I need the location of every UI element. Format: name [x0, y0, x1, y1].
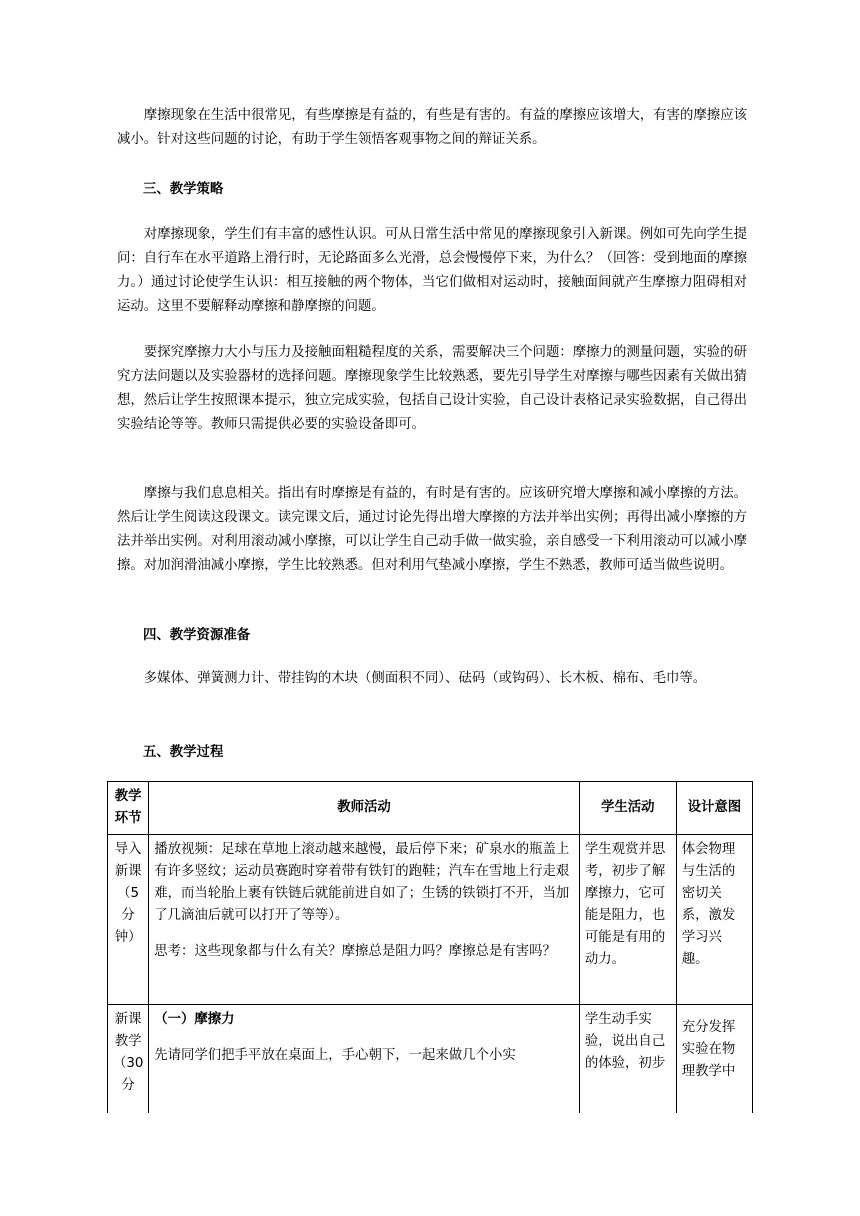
teacher-activity-cell — [149, 835, 580, 1005]
paragraph-resources: 多媒体、弹簧测力计、带挂钩的木块（侧面积不同）、砝码（或钩码）、长木板、棉布、毛巾等。 — [143, 671, 707, 686]
section-subheading: （一）摩擦力 — [154, 1012, 235, 1027]
design-intent-text: 充分发挥实验在物理教学中 — [681, 1020, 736, 1079]
student-activity-cell: 学生观赏并思考，初步了解摩擦力，它可能是阻力，也可能是有用的动力。 — [579, 835, 676, 1005]
teacher-activity-text: 先请同学们把手平放在桌面上，手心朝下，一起来做几个小实 — [154, 1048, 516, 1063]
header-stage: 教学环节 — [108, 782, 149, 835]
teacher-question-text: 思考：这些现象都与什么有关？摩擦总是阻力吗？摩擦总是有害吗？ — [154, 944, 556, 959]
paragraph-friction-intro: 摩擦现象在生活中很常见，有些摩擦是有益的，有些是有害的。有益的摩擦应该增大，有害的摩擦应该减小。针对这些问题的讨论，有助于学生领悟客观事物之间的辩证关系。 — [117, 108, 747, 147]
design-intent-cell: 体会物理与生活的密切关系，激发学习兴趣。 — [676, 835, 752, 1005]
stage-text: 新课教学（30分 — [113, 1012, 144, 1093]
heading-teaching-resources: 四、教学资源准备 — [143, 628, 251, 643]
student-activity-text: 学生动手实验，说出自己的体验，初步 — [584, 1012, 666, 1071]
paragraph-strategy-2: 要探究摩擦力大小与压力及接触面粗糙程度的关系，需要解决三个问题：摩擦力的测量问题，实验的研究方法问题以及实验器材的选择问题。摩擦现象学生比较熟悉，要先引导学生对摩擦与哪些因素有关做出猜想，然后让学生按照课本提示，独立完成实验，包括自己设计实验，自己设计表格记录实验数据，自己得出实验结论等等。教师只需提供必要的实验设备即可。 — [117, 345, 747, 432]
table-row — [108, 1005, 753, 1114]
paragraph-strategy-1: 对摩擦现象，学生们有丰富的感性认识。可从日常生活中常见的摩擦现象引入新课。例如可先向学生提问：自行车在水平道路上滑行时，无论路面多么光滑，总会慢慢停下来，为什么？（回答：受到地面的摩擦力。）通过讨论使学生认识：相互接触的两个物体，当它们做相对运动时，接触面间就产生摩擦力阻碍相对运动。这里不要解释动摩擦和静摩擦的问题。 — [117, 227, 747, 314]
teacher-activity-cell — [149, 1005, 580, 1114]
header-teacher-activity: 教师活动 — [149, 782, 580, 835]
stage-cell: 导入新课（5分钟） — [108, 835, 149, 1005]
header-student-activity: 学生活动 — [579, 782, 676, 835]
table-row — [108, 835, 753, 1005]
lesson-process-table — [107, 781, 753, 1113]
heading-teaching-strategy: 三、教学策略 — [143, 182, 224, 197]
table-header-row — [108, 782, 753, 835]
paragraph-strategy-3: 摩擦与我们息息相关。指出有时摩擦是有益的，有时是有害的。应该研究增大摩擦和减小摩擦的方法。然后让学生阅读这段课文。读完课文后，通过讨论先得出增大摩擦的方法并举出实例；再得出减小摩擦的方法并举出实例。对利用滚动减小摩擦，可以让学生自己动手做一做实验，亲自感受一下利用滚动可以减小摩擦。对加润滑油减小摩擦，学生比较熟悉。但对利用气垫减小摩擦，学生不熟悉，教师可适当做些说明。 — [117, 486, 747, 573]
header-design-intent: 设计意图 — [676, 782, 752, 835]
teacher-activity-text: 播放视频：足球在草地上滚动越来越慢，最后停下来；矿泉水的瓶盖上有许多竖纹；运动员赛跑时穿着带有铁钉的跑鞋；汽车在雪地上行走艰难，而当轮胎上裹有铁链后就能前进自如了；生锈的铁锁打不开，当加了几滴油后就可以打开了等等）。 — [154, 842, 570, 923]
stage-cell — [108, 1005, 149, 1114]
design-intent-cell — [676, 1005, 752, 1114]
heading-teaching-process: 五、教学过程 — [143, 745, 224, 760]
student-activity-cell — [579, 1005, 676, 1114]
